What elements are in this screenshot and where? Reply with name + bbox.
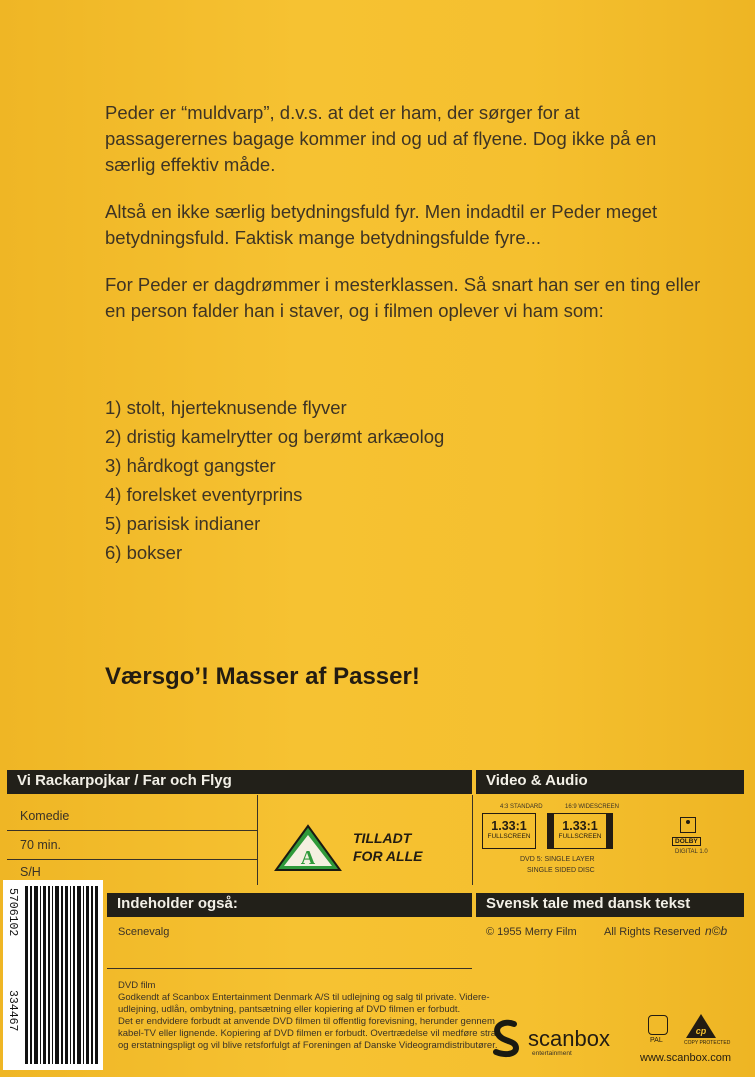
synopsis-paragraph-1: Peder er “muldvarp”, d.v.s. at det er ham, der sørger for at passagerernes bagage kommer ind og ud af flyene. Dog ikke på en særlig effektiv måde. <box>105 102 657 175</box>
barcode-digits-right: 334467 <box>6 990 19 1032</box>
website-url: www.scanbox.com <box>640 1052 732 1064</box>
rating-letter: A <box>300 847 316 869</box>
list-item: 3) hårdkogt gangster <box>105 455 276 476</box>
extras-bar: Indeholder også: <box>107 893 472 917</box>
rights-mark: n©b <box>705 924 728 938</box>
list-item: 5) parisisk indianer <box>105 513 261 534</box>
ratio-2-sub: FULLSCREEN <box>558 833 602 840</box>
ratio-2-value: 1.33:1 <box>562 819 598 833</box>
legal-line-5: kabel-TV eller lignende. Kopiering af DVD filmen er forbudt. Overtrædelse vil medføre straf <box>118 1028 499 1039</box>
video-audio-bar: Video & Audio <box>476 770 744 794</box>
list-item: 2) dristig kamelrytter og berømt arkæolog <box>105 426 445 447</box>
rights: All Rights Reserved <box>604 926 701 938</box>
title-bar: Vi Rackarpojkar / Far och Flyg <box>7 770 472 794</box>
rating-line-1: TILLADT <box>353 830 412 846</box>
legal-line-1: DVD film <box>118 980 156 991</box>
divider <box>107 968 472 969</box>
ratio-1-sub: FULLSCREEN <box>487 833 531 840</box>
list-item: 4) forelsket eventyrprins <box>105 484 303 505</box>
language-bar: Svensk tale med dansk tekst <box>476 893 744 917</box>
synopsis-paragraph-3: For Peder er dagdrømmer i mesterklassen. Så snart han ser en ting eller en person falder han i staver, og i filmen oplever vi ham som: <box>105 274 701 321</box>
scanbox-logo-icon <box>486 1018 526 1058</box>
barcode <box>3 880 103 1070</box>
divider <box>472 795 473 885</box>
barcode-digits-left: 5706102 <box>6 888 19 937</box>
aspect-ratio-widescreen-icon <box>547 813 613 849</box>
divider <box>7 859 257 860</box>
brand-name: scanbox <box>528 1026 610 1051</box>
legal-line-3: udlejning, udlån, ombytning, pantsætning eller kopiering af DVD filmen er forbudt. <box>118 1004 461 1015</box>
age-rating-icon <box>272 822 344 874</box>
disc-type-line-1: DVD 5: SINGLE LAYER <box>520 856 595 863</box>
disc-type-line-2: SINGLE SIDED DISC <box>527 867 595 874</box>
runtime: 70 min. <box>20 838 61 852</box>
dolby-sub: DIGITAL 1.0 <box>675 849 708 855</box>
ratio-1-value: 1.33:1 <box>491 819 527 833</box>
synopsis-paragraph-2: Altså en ikke særlig betydningsfuld fyr. Men indadtil er Peder meget betydningsfuld. Faktisk mange betydningsfulde fyre... <box>105 201 658 248</box>
copyright: © 1955 Merry Film <box>486 926 577 938</box>
dolby-logo <box>672 837 701 846</box>
roles-list <box>105 393 444 567</box>
genre: Komedie <box>20 809 70 823</box>
color-info: S/H <box>20 865 41 879</box>
cp-sub: COPY PROTECTED <box>684 1040 731 1046</box>
synopsis <box>105 100 705 345</box>
mono-speaker-icon <box>680 817 696 833</box>
pal-icon <box>648 1015 668 1035</box>
divider <box>7 830 257 831</box>
list-item: 6) bokser <box>105 542 183 563</box>
pal-label: PAL <box>650 1037 663 1044</box>
tagline: Værsgo’! Masser af Passer! <box>105 663 420 690</box>
list-item: 1) stolt, hjerteknusende flyver <box>105 397 347 418</box>
divider <box>257 795 258 885</box>
legal-line-2: Godkendt af Scanbox Entertainment Denmark A/S til udlejning og salg til private. Videre- <box>118 992 490 1003</box>
extras-item: Scenevalg <box>118 926 170 938</box>
ratio-1-caption: 4:3 STANDARD <box>500 804 543 810</box>
aspect-ratio-standard-icon <box>482 813 536 849</box>
brand-sub: entertainment <box>532 1050 572 1057</box>
ratio-2-caption: 16:9 WIDESCREEN <box>565 804 620 810</box>
cp-label: cp <box>695 1026 707 1036</box>
legal-line-4: Det er endvidere forbudt at anvende DVD filmen til offentlig forevisning, herunder gennem <box>118 1016 495 1027</box>
copy-protected-icon <box>684 1012 718 1040</box>
dolby-label: DOLBY <box>675 838 698 845</box>
legal-line-6: og erstatningspligt og vil blive retsforfulgt af Foreningen af Danske Videogramdistributører. <box>118 1040 498 1051</box>
rating-line-2: FOR ALLE <box>353 848 423 864</box>
